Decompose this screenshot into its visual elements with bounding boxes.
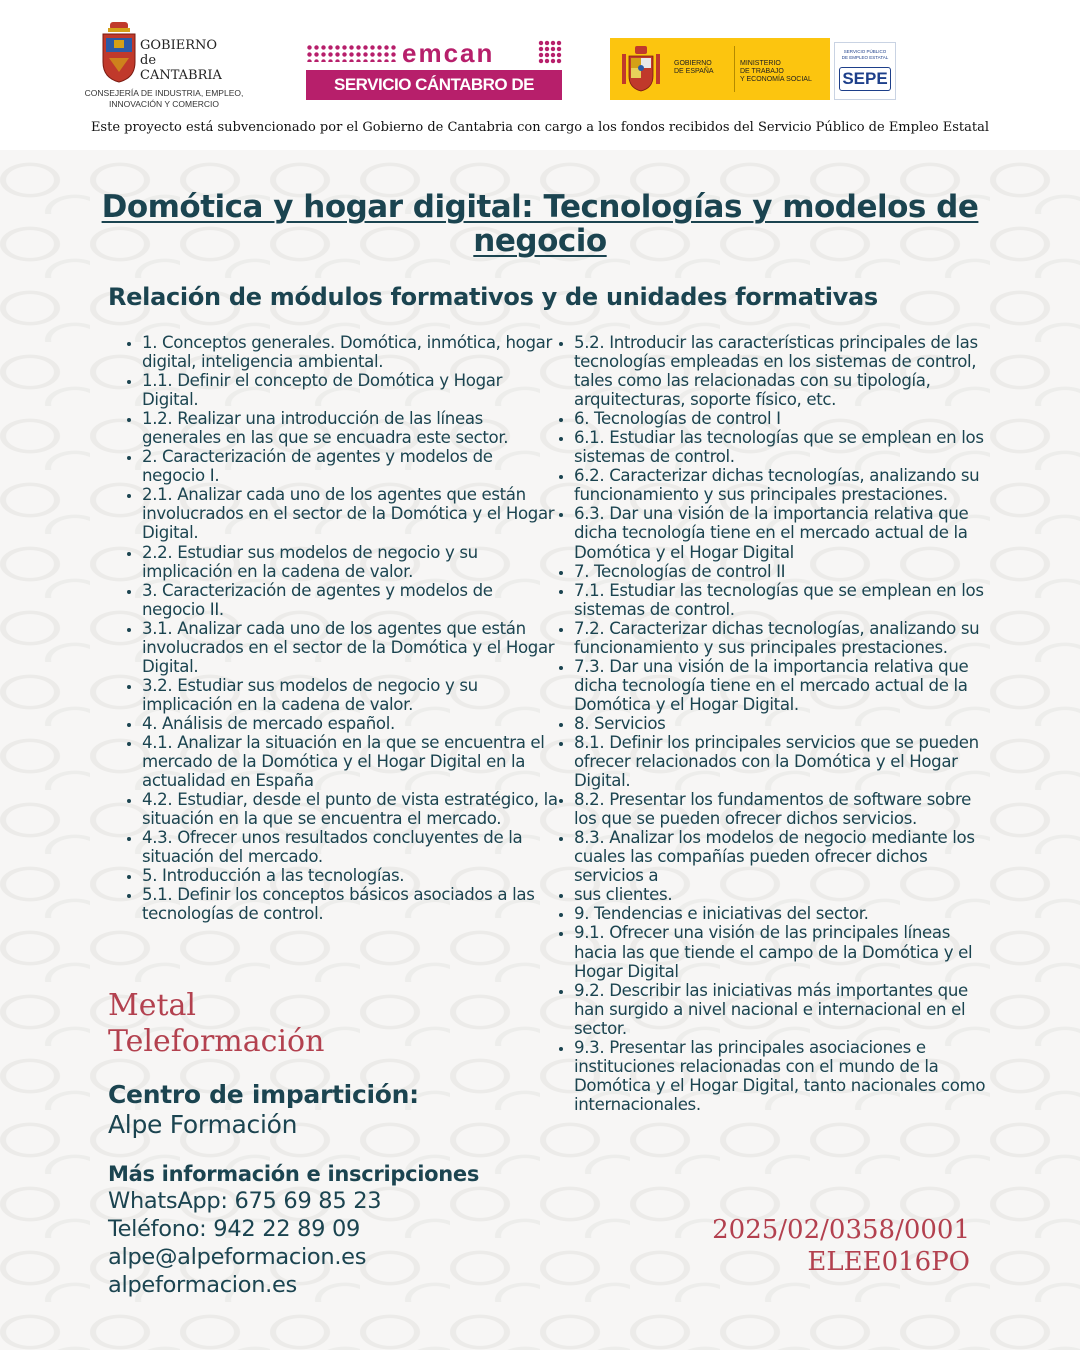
sepe-word: SEPE (839, 67, 891, 91)
module-item: • 7.2. Caracterizar dichas tecnologías, analizando su funcionamiento y sus principales prestaciones. (574, 619, 994, 657)
sepe-small-line-1: SERVICIO PÚBLICO (843, 49, 887, 54)
modules-list-left (120, 333, 560, 923)
course-subtitle: Relación de módulos formativos y de unidades formativas (108, 283, 878, 311)
modules-list-right (552, 333, 994, 1114)
module-item: • 8. Servicios (574, 714, 994, 733)
website-link[interactable]: alpeformacion.es (108, 1272, 297, 1298)
sector-name: Metal (108, 988, 197, 1023)
consejeria-line-1: CONSEJERÍA DE INDUSTRIA, EMPLEO, (84, 88, 244, 98)
module-item: • 9.2. Describir las iniciativas más importantes que han surgido a nivel nacional e internacional en el sector. (574, 981, 994, 1038)
module-item: • 3.2. Estudiar sus modelos de negocio y su implicación en la cadena de valor. (142, 676, 560, 714)
gob-line-2: DE ESPAÑA (674, 68, 714, 75)
module-item: • 2.1. Analizar cada uno de los agentes que están involucrados en el sector de la Domótica y el Hogar Digital. (142, 485, 560, 542)
module-item: • 6. Tecnologías de control I (574, 409, 994, 428)
phone-contact[interactable]: Teléfono: 942 22 89 09 (108, 1216, 360, 1242)
module-item: • 5. Introducción a las tecnologías. (142, 866, 560, 885)
module-item: • 4.3. Ofrecer unos resultados concluyentes de la situación del mercado. (142, 828, 560, 866)
module-item: • 8.3. Analizar los modelos de negocio mediante los cuales las compañías pueden ofrecer dichos servicios a (574, 828, 994, 885)
funding-note: Este proyecto está subvencionado por el Gobierno de Cantabria con cargo a los fondos recibidos del Servicio Público de Empleo Estatal (90, 120, 990, 135)
module-item: • 9.3. Presentar las principales asociaciones e instituciones relacionadas con el mundo de la Domótica y el Hogar Digital, tanto nacionales como internacionales. (574, 1038, 994, 1114)
module-item: • sus clientes. (574, 885, 994, 904)
whatsapp-contact[interactable]: WhatsApp: 675 69 85 23 (108, 1188, 382, 1214)
module-item: • 2.2. Estudiar sus modelos de negocio y su implicación en la cadena de valor. (142, 543, 560, 581)
emcan-top (306, 38, 562, 68)
expediente-code: 2025/02/0358/0001 (712, 1215, 970, 1245)
module-item: • 4. Análisis de mercado español. (142, 714, 560, 733)
cantabria-line-2: de (140, 53, 157, 68)
module-item: • 1. Conceptos generales. Domótica, inmótica, hogar digital, inteligencia ambiental. (142, 333, 560, 371)
module-item: • 8.1. Definir los principales servicios que se pueden ofrecer relacionados con la Domótica y el Hogar Digital. (574, 733, 994, 790)
module-item: • 3. Caracterización de agentes y modelos de negocio II. (142, 581, 560, 619)
gob-line-1: GOBIERNO (674, 60, 712, 67)
spain-coat-of-arms-icon (618, 44, 664, 94)
module-item: • 9.1. Ofrecer una visión de las principales líneas hacia las que tiende el campo de la Domótica y el Hogar Digital (574, 923, 994, 980)
emcan-dots-icon (306, 44, 398, 62)
emcan-square-icon (538, 40, 562, 64)
module-item: • 1.2. Realizar una introducción de las líneas generales en las que se encuadra este sector. (142, 409, 560, 447)
module-item: • 6.2. Caracterizar dichas tecnologías, analizando su funcionamiento y sus principales prestaciones. (574, 466, 994, 504)
emcan-bar: SERVICIO CÁNTABRO DE EMPLEO (306, 70, 562, 100)
modality: Teleformación (108, 1024, 325, 1059)
module-item: • 8.2. Presentar los fundamentos de software sobre los que se pueden ofrecer dichos servicios. (574, 790, 994, 828)
cantabria-text (140, 38, 222, 83)
cantabria-shield-icon (100, 22, 138, 84)
sepe-small-line-2: DE EMPLEO ESTATAL (841, 55, 889, 60)
gobierno-espana-text (674, 60, 714, 76)
especialidad-code: ELEE016PO (807, 1247, 970, 1277)
centro-value: Alpe Formación (108, 1110, 298, 1139)
module-item: • 1.1. Definir el concepto de Domótica y Hogar Digital. (142, 371, 560, 409)
module-item: • 4.2. Estudiar, desde el punto de vista estratégico, la situación en la que se encuentra el mercado. (142, 790, 560, 828)
gob-divider (734, 46, 735, 92)
gobierno-espana-logo (610, 38, 830, 100)
consejeria-line-2: INNOVACIÓN Y COMERCIO (108, 99, 220, 109)
sector-block (108, 988, 324, 1060)
module-item: • 4.1. Analizar la situación en la que se encuentra el mercado de la Domótica y el Hogar Digital en la actualidad en España (142, 733, 560, 790)
centro-heading: Centro de impartición: (108, 1080, 419, 1109)
module-item: • 6.1. Estudiar las tecnologías que se emplean en los sistemas de control. (574, 428, 994, 466)
module-item: • 7.3. Dar una visión de la importancia relativa que dicha tecnología tiene en el mercado actual de la Domótica y el Hogar Digital. (574, 657, 994, 714)
module-item: • 7.1. Estudiar las tecnologías que se emplean en los sistemas de control. (574, 581, 994, 619)
cantabria-consejeria (68, 88, 260, 110)
module-item: • 2. Caracterización de agentes y modelos de negocio I. (142, 447, 560, 485)
gobierno-cantabria-logo (68, 22, 260, 112)
emcan-word: emcan (402, 38, 495, 68)
ministerio-line-2: DE TRABAJO (740, 68, 784, 75)
module-item: • 7. Tecnologías de control II (574, 562, 994, 581)
module-item: • 6.3. Dar una visión de la importancia relativa que dicha tecnología tiene en el mercado actual de la Domótica y el Hogar Digital (574, 504, 994, 561)
module-item: • 3.1. Analizar cada uno de los agentes que están involucrados en el sector de la Domótica y el Hogar Digital. (142, 619, 560, 676)
sepe-small-text (835, 49, 895, 61)
info-heading: Más información e inscripciones (108, 1162, 480, 1186)
course-title: Domótica y hogar digital: Tecnologías y modelos de negocio (101, 189, 979, 259)
module-item: • 5.2. Introducir las características principales de las tecnologías empleadas en los sistemas de control, tales como las relacionadas con su tipología, arquitecturas, soporte físico, etc. (574, 333, 994, 409)
module-item: • 5.1. Definir los conceptos básicos asociados a las tecnologías de control. (142, 885, 560, 923)
ministerio-text (740, 60, 812, 84)
ministerio-line-1: MINISTERIO (740, 60, 781, 67)
email-link[interactable]: alpe@alpeformacion.es (108, 1244, 367, 1270)
emcan-logo (306, 38, 562, 124)
sepe-logo (834, 42, 896, 100)
module-item: • 9. Tendencias e iniciativas del sector. (574, 904, 994, 923)
header (0, 0, 1080, 150)
cantabria-line-1: GOBIERNO (140, 38, 218, 53)
cantabria-line-3: CANTABRIA (140, 68, 222, 83)
ministerio-line-3: Y ECONOMÍA SOCIAL (740, 76, 812, 83)
